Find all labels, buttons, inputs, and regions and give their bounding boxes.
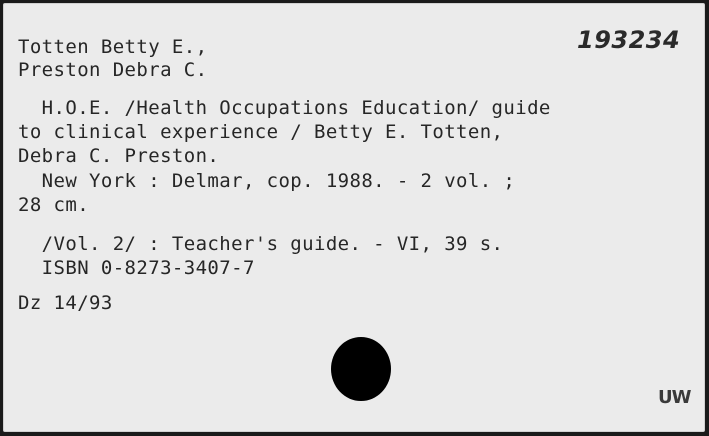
author-line-2: Preston Debra C. (18, 59, 208, 81)
catalog-card (3, 3, 705, 432)
author-line-1: Totten Betty E., (18, 36, 208, 58)
accession-number: 193234 (577, 26, 681, 54)
library-stamp: UW (658, 387, 691, 408)
volume-line-1: /Vol. 2/ : Teacher's guide. - VI, 39 s. (18, 233, 504, 255)
punch-hole (331, 337, 391, 401)
imprint-line-1: New York : Delmar, cop. 1988. - 2 vol. ; (18, 170, 516, 192)
title-line-2: to clinical experience / Betty E. Totten, (18, 121, 504, 143)
title-line-3: Debra C. Preston. (18, 145, 220, 167)
title-line-1: H.O.E. /Health Occupations Education/ guide (18, 97, 551, 119)
volume-line-2: ISBN 0-8273-3407-7 (18, 257, 255, 279)
shelf-mark: Dz 14/93 (18, 292, 113, 314)
imprint-line-2: 28 cm. (18, 194, 90, 216)
